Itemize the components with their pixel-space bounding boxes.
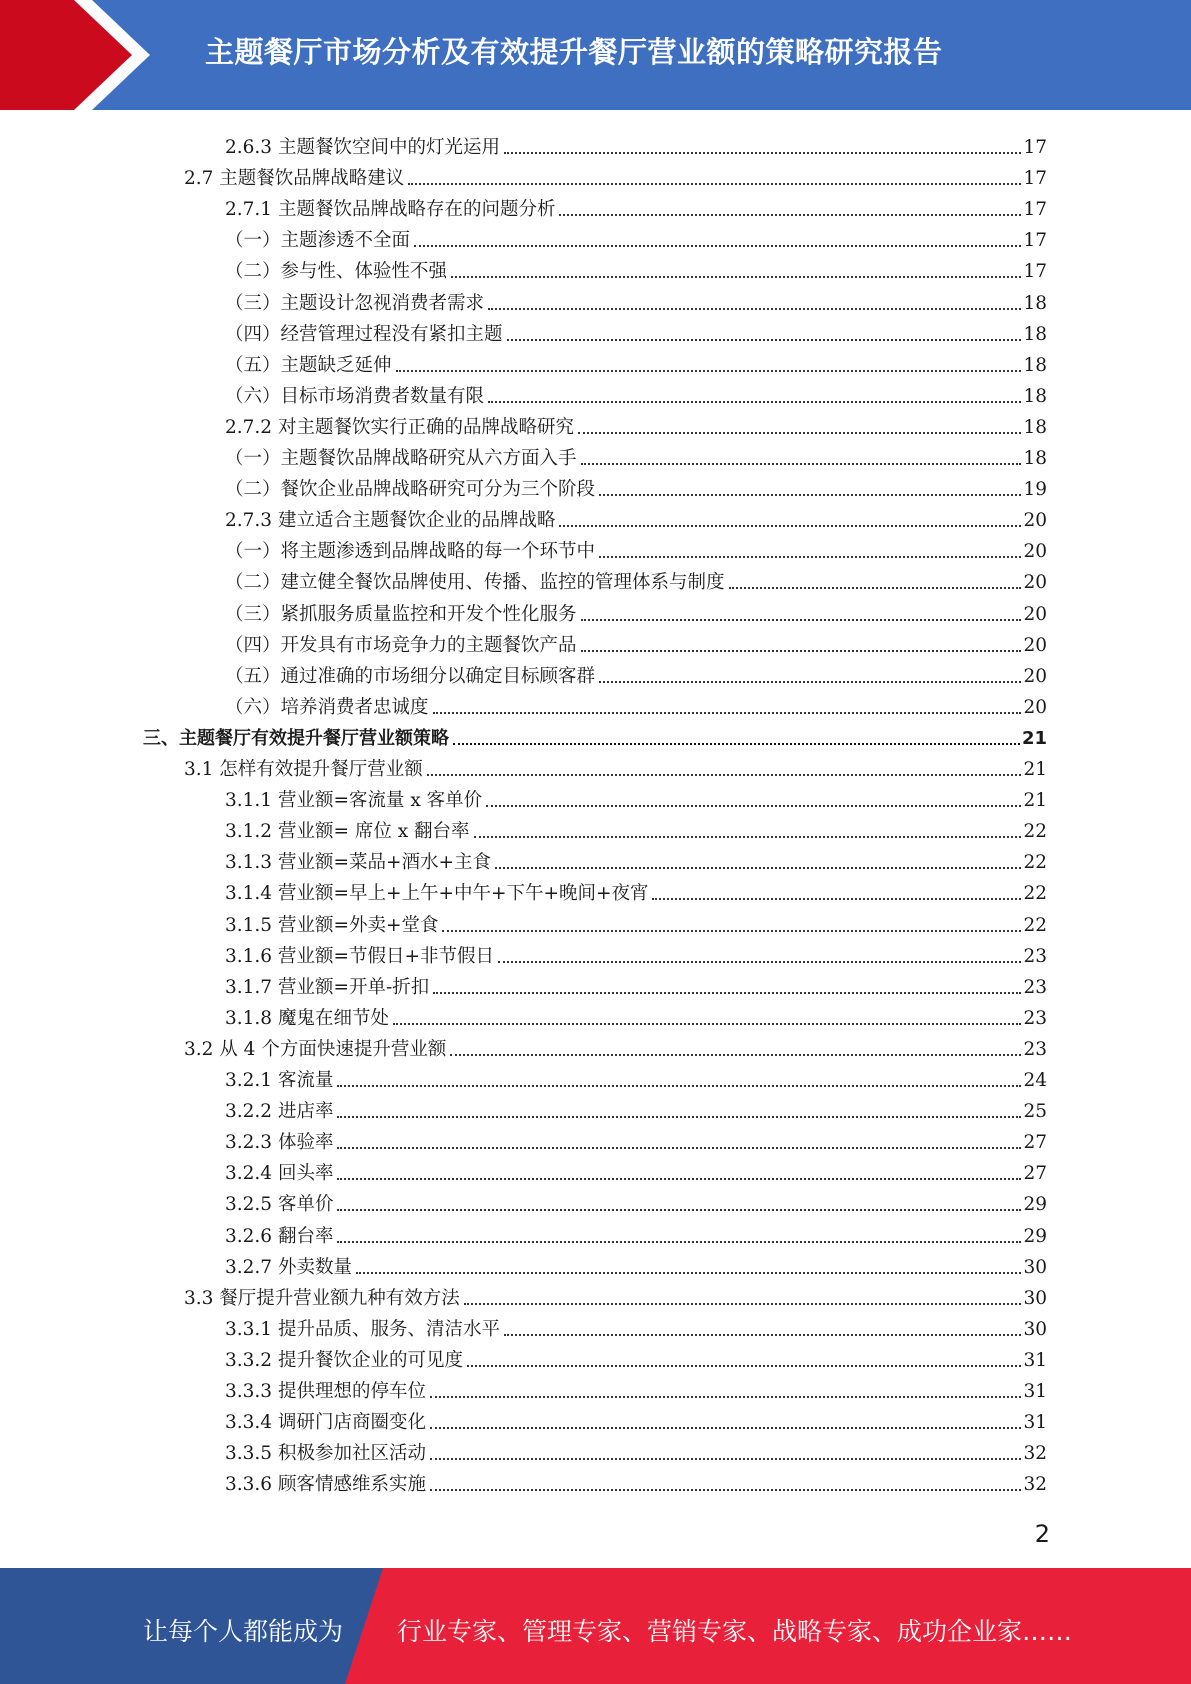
toc-dot-leader <box>451 276 1021 278</box>
toc-entry-page: 31 <box>1023 1349 1047 1371</box>
toc-entry-page: 31 <box>1023 1412 1047 1434</box>
toc-dot-leader <box>559 525 1021 527</box>
toc-entry[interactable] <box>225 501 1047 532</box>
toc-entry[interactable] <box>225 781 1047 812</box>
toc-entry-title: （二）建立健全餐饮品牌使用、传播、监控的管理体系与制度 <box>225 572 725 594</box>
toc-dot-leader <box>396 370 1022 372</box>
toc-entry-title: 3.3 餐厅提升营业额九种有效方法 <box>184 1287 460 1309</box>
toc-entry-page: 17 <box>1023 168 1047 190</box>
toc-entry[interactable] <box>225 1403 1047 1434</box>
toc-entry-title: 3.3.6 顾客情感维系实施 <box>225 1474 426 1496</box>
toc-dot-leader <box>599 494 1021 496</box>
toc-entry-title: （五）通过准确的市场细分以确定目标顾客群 <box>225 665 596 687</box>
toc-entry[interactable] <box>225 1154 1047 1185</box>
toc-entry[interactable] <box>225 284 1047 315</box>
toc-entry-page: 20 <box>1023 510 1047 532</box>
toc-entry[interactable] <box>225 595 1047 626</box>
toc-dot-leader <box>599 681 1021 683</box>
toc-dot-leader <box>430 1427 1021 1429</box>
toc-entry[interactable] <box>225 1372 1047 1403</box>
toc-entry-page: 23 <box>1023 1038 1047 1060</box>
toc-entry-page: 23 <box>1023 1007 1047 1029</box>
toc-entry-title: 2.7 主题餐饮品牌战略建议 <box>184 168 405 190</box>
toc-dot-leader <box>652 898 1021 900</box>
toc-dot-leader <box>408 183 1021 185</box>
toc-dot-leader <box>427 774 1022 776</box>
toc-entry-page: 30 <box>1023 1256 1047 1278</box>
toc-dot-leader <box>450 1054 1021 1056</box>
toc-dot-leader <box>430 1458 1021 1460</box>
toc-entry-page: 22 <box>1023 852 1047 874</box>
toc-entry-title: 3.2 从 4 个方面快速提升营业额 <box>184 1038 447 1060</box>
toc-dot-leader <box>337 1116 1021 1118</box>
toc-dot-leader <box>433 992 1021 994</box>
toc-entry-title: 3.2.6 翻台率 <box>225 1225 334 1247</box>
toc-dot-leader <box>467 1365 1021 1367</box>
toc-entry[interactable] <box>225 439 1047 470</box>
toc-entry-page: 23 <box>1023 976 1047 998</box>
toc-entry[interactable] <box>225 1434 1047 1465</box>
toc-entry-title: 2.6.3 主题餐饮空间中的灯光运用 <box>225 137 500 158</box>
toc-dot-leader <box>356 1272 1022 1274</box>
toc-entry[interactable] <box>225 937 1047 968</box>
toc-entry-page: 19 <box>1023 479 1047 501</box>
toc-entry-title: （四）开发具有市场竞争力的主题餐饮产品 <box>225 634 577 656</box>
toc-entry-page: 21 <box>1023 790 1047 812</box>
toc-entry[interactable] <box>225 1310 1047 1341</box>
toc-entry-page: 22 <box>1023 914 1047 936</box>
toc-dot-leader <box>488 308 1021 310</box>
toc-dot-leader <box>393 1023 1021 1025</box>
toc-entry-page: 21 <box>1023 759 1047 780</box>
toc-entry-title: 3.1.4 营业额=早上+上午+中午+下午+晚间+夜宵 <box>225 883 649 905</box>
toc-dot-leader <box>495 867 1021 869</box>
toc-entry-title: （二）参与性、体验性不强 <box>225 261 448 283</box>
toc-entry-page: 21 <box>1021 727 1047 749</box>
toc-dot-leader <box>599 556 1021 558</box>
toc-entry[interactable] <box>225 626 1047 657</box>
toc-entry[interactable] <box>225 812 1047 843</box>
toc-entry-page: 32 <box>1023 1443 1047 1465</box>
toc-entry-title: 3.3.1 提升品质、服务、清洁水平 <box>225 1318 500 1340</box>
toc-entry-page: 20 <box>1023 541 1047 563</box>
toc-dot-leader <box>430 1396 1021 1398</box>
toc-dot-leader <box>337 1209 1021 1211</box>
toc-entry-title: 3.2.7 外卖数量 <box>225 1256 352 1278</box>
report-title: 主题餐厅市场分析及有效提升餐厅营业额的策略研究报告 <box>205 35 943 69</box>
page-number: 2 <box>1034 1520 1050 1548</box>
toc-entry-title: 3.1.7 营业额=开单-折扣 <box>225 976 430 998</box>
toc-entry[interactable] <box>225 874 1047 905</box>
toc-entry-title: （一）主题渗透不全面 <box>225 230 411 252</box>
footer-slogan-left: 让每个人都能成为 <box>143 1617 344 1646</box>
toc-entry-title: （一）主题餐饮品牌战略研究从六方面入手 <box>225 448 577 469</box>
toc-dot-leader <box>486 805 1021 807</box>
toc-entry-page: 30 <box>1023 1318 1047 1340</box>
toc-entry-title: 3.2.5 客单价 <box>225 1194 334 1216</box>
toc-entry[interactable] <box>225 688 1047 719</box>
toc-entry[interactable] <box>184 750 1047 781</box>
toc-entry-title: 3.3.3 提供理想的停车位 <box>225 1381 426 1402</box>
toc-entry-page: 20 <box>1023 634 1047 656</box>
toc-dot-leader <box>581 650 1022 652</box>
toc-dot-leader <box>442 930 1021 932</box>
toc-entry[interactable] <box>225 346 1047 377</box>
toc-entry-page: 17 <box>1023 230 1047 252</box>
toc-entry-page: 29 <box>1023 1194 1047 1216</box>
toc-entry[interactable] <box>225 190 1047 221</box>
toc-entry-title: （一）将主题渗透到品牌战略的每一个环节中 <box>225 541 596 563</box>
toc-entry-title: 3.2.4 回头率 <box>225 1163 334 1185</box>
toc-entry-title: （四）经营管理过程没有紧扣主题 <box>225 323 503 345</box>
toc-dot-leader <box>337 1241 1021 1243</box>
toc-entry[interactable] <box>184 159 1047 190</box>
toc-entry-page: 18 <box>1023 385 1047 407</box>
toc-entry-title: 2.7.2 对主题餐饮实行正确的品牌战略研究 <box>225 416 574 438</box>
toc-entry[interactable] <box>225 221 1047 252</box>
toc-entry-title: 3.2.3 体验率 <box>225 1132 334 1154</box>
toc-entry[interactable] <box>225 906 1047 937</box>
toc-dot-leader <box>507 339 1022 341</box>
toc-dot-leader <box>474 836 1022 838</box>
toc-entry[interactable] <box>143 719 1047 750</box>
toc-dot-leader <box>729 587 1022 589</box>
toc-entry[interactable] <box>225 470 1047 501</box>
toc-entry-page: 17 <box>1023 137 1047 158</box>
page-header <box>0 0 1191 110</box>
toc-entry-title: 3.1 怎样有效提升餐厅营业额 <box>184 759 423 780</box>
toc-entry-title: 2.7.3 建立适合主题餐饮企业的品牌战略 <box>225 510 556 532</box>
toc-entry-page: 22 <box>1023 883 1047 905</box>
toc-entry-title: （二）餐饮企业品牌战略研究可分为三个阶段 <box>225 479 596 501</box>
toc-dot-leader <box>488 401 1021 403</box>
toc-entry-title: （三）主题设计忽视消费者需求 <box>225 292 485 314</box>
toc-entry-title: 3.1.2 营业额= 席位 x 翻台率 <box>225 821 470 843</box>
toc-entry-title: （三）紧抓服务质量监控和开发个性化服务 <box>225 603 577 625</box>
toc-entry[interactable] <box>225 1092 1047 1123</box>
toc-entry-page: 18 <box>1023 448 1047 469</box>
toc-entry-title: 3.2.1 客流量 <box>225 1070 334 1091</box>
toc-entry[interactable] <box>225 315 1047 346</box>
toc-entry[interactable] <box>225 377 1047 408</box>
toc-entry-title: 3.1.3 营业额=菜品+酒水+主食 <box>225 852 491 874</box>
toc-dot-leader <box>559 214 1021 216</box>
toc-entry-title: 3.3.4 调研门店商圈变化 <box>225 1412 426 1434</box>
toc-entry-page: 31 <box>1023 1381 1047 1402</box>
toc-entry-page: 30 <box>1023 1287 1047 1309</box>
toc-entry-title: 3.3.5 积极参加社区活动 <box>225 1443 426 1465</box>
toc-entry-title: 3.1.6 营业额=节假日+非节假日 <box>225 945 494 967</box>
toc-dot-leader <box>578 432 1021 434</box>
toc-entry-page: 18 <box>1023 354 1047 376</box>
toc-entry[interactable] <box>225 128 1047 159</box>
toc-entry[interactable] <box>225 408 1047 439</box>
toc-entry[interactable] <box>184 1030 1047 1061</box>
toc-entry-page: 17 <box>1023 261 1047 283</box>
toc-entry-page: 18 <box>1023 323 1047 345</box>
toc-entry-title: 3.2.2 进店率 <box>225 1101 334 1123</box>
toc-dot-leader <box>504 152 1021 154</box>
toc-dot-leader <box>498 961 1021 963</box>
toc-entry-page: 20 <box>1023 665 1047 687</box>
toc-entry-page: 32 <box>1023 1474 1047 1496</box>
toc-entry-title: 三、主题餐厅有效提升餐厅营业额策略 <box>143 727 449 749</box>
toc-entry[interactable] <box>225 1248 1047 1279</box>
toc-dot-leader <box>581 619 1022 621</box>
toc-entry-page: 27 <box>1023 1163 1047 1185</box>
toc-entry-page: 27 <box>1023 1132 1047 1154</box>
toc-dot-leader <box>337 1178 1021 1180</box>
toc-dot-leader <box>433 712 1022 714</box>
toc-entry-title: 3.1.5 营业额=外卖+堂食 <box>225 914 439 936</box>
toc-entry-title: 3.3.2 提升餐饮企业的可见度 <box>225 1349 463 1371</box>
toc-entry[interactable] <box>225 1123 1047 1154</box>
toc-entry-page: 22 <box>1023 821 1047 843</box>
toc-entry-page: 23 <box>1023 945 1047 967</box>
toc-entry-title: （五）主题缺乏延伸 <box>225 354 392 376</box>
toc-entry[interactable] <box>225 1217 1047 1248</box>
toc-dot-leader <box>464 1303 1022 1305</box>
toc-entry-page: 17 <box>1023 199 1047 221</box>
toc-entry-page: 24 <box>1023 1070 1047 1091</box>
toc-entry[interactable] <box>225 999 1047 1030</box>
toc-entry[interactable] <box>225 1465 1047 1496</box>
toc-entry[interactable] <box>225 563 1047 594</box>
page-footer <box>0 1568 1191 1684</box>
toc-entry[interactable] <box>225 532 1047 563</box>
toc-entry-page: 29 <box>1023 1225 1047 1247</box>
toc-entry-page: 20 <box>1023 572 1047 594</box>
toc-entry-title: 2.7.1 主题餐饮品牌战略存在的问题分析 <box>225 199 556 221</box>
toc-entry[interactable] <box>225 1061 1047 1092</box>
toc-entry-title: 3.1.1 营业额=客流量 x 客单价 <box>225 790 483 812</box>
toc-entry[interactable] <box>225 1185 1047 1216</box>
toc-entry[interactable] <box>225 252 1047 283</box>
toc-entry-page: 18 <box>1023 416 1047 438</box>
toc-dot-leader <box>414 245 1021 247</box>
toc-entry[interactable] <box>225 968 1047 999</box>
toc-entry-page: 18 <box>1023 292 1047 314</box>
toc-entry-title: 3.1.8 魔鬼在细节处 <box>225 1007 389 1029</box>
toc-dot-leader <box>337 1147 1021 1149</box>
toc-dot-leader <box>504 1334 1021 1336</box>
toc-entry-title: （六）目标市场消费者数量有限 <box>225 385 485 407</box>
toc-entry[interactable] <box>225 843 1047 874</box>
toc-entry-title: （六）培养消费者忠诚度 <box>225 696 429 718</box>
toc-dot-leader <box>453 743 1020 745</box>
toc-entry-page: 20 <box>1023 696 1047 718</box>
toc-entry[interactable] <box>225 657 1047 688</box>
footer-slogan-right: 行业专家、管理专家、营销专家、战略专家、成功企业家…… <box>397 1617 1073 1646</box>
toc-entry[interactable] <box>184 1279 1047 1310</box>
toc-entry[interactable] <box>225 1341 1047 1372</box>
toc-dot-leader <box>430 1489 1021 1491</box>
toc-entry-page: 20 <box>1023 603 1047 625</box>
toc-dot-leader <box>337 1085 1021 1087</box>
toc-dot-leader <box>581 463 1022 465</box>
toc-entry-page: 25 <box>1023 1101 1047 1123</box>
